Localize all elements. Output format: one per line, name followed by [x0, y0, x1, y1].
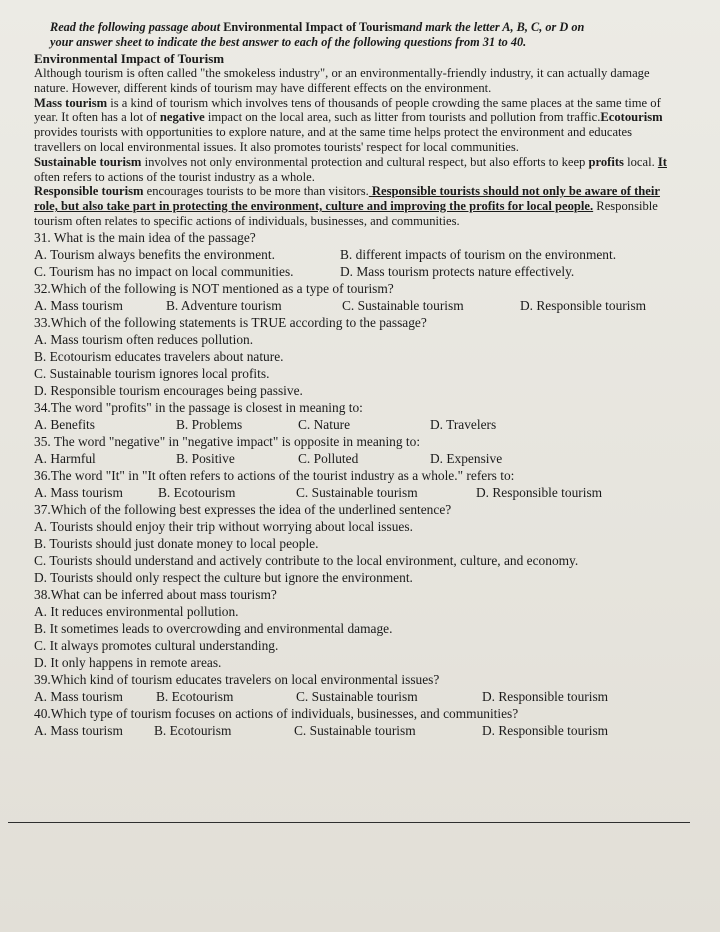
option-35c[interactable]: C. Polluted	[298, 450, 359, 466]
instructions-title: Environmental Impact of Tourism	[223, 20, 404, 34]
option-36b[interactable]: B. Ecotourism	[158, 484, 236, 500]
passage-text: local.	[623, 154, 658, 169]
option-36c[interactable]: C. Sustainable tourism	[296, 484, 418, 500]
options-31-cd	[34, 263, 689, 280]
passage-paragraph-2	[34, 96, 682, 155]
option-37c[interactable]: C. Tourists should understand and actively contribute to the local environment, culture, and economy.	[34, 552, 579, 568]
option-40d[interactable]: D. Responsible tourism	[482, 722, 609, 738]
option-31c[interactable]: C. Tourism has no impact on local communities.	[34, 263, 294, 279]
underlined-sentence: Responsible tourists should not only be aware of their role, but also take part in protecting the environment, culture and improving the profits for local people.	[34, 184, 660, 214]
options-40	[34, 722, 689, 739]
passage-paragraph-4	[34, 184, 684, 228]
term-ecotourism: Ecotourism	[600, 110, 663, 125]
option-33b[interactable]: B. Ecotourism educates travelers about nature.	[34, 348, 284, 364]
word-negative: negative	[159, 110, 205, 125]
option-36a[interactable]: A. Mass tourism	[34, 484, 123, 500]
option-36d[interactable]: D. Responsible tourism	[476, 484, 603, 500]
option-38b[interactable]: B. It sometimes leads to overcrowding and environmental damage.	[34, 620, 393, 636]
option-33c[interactable]: C. Sustainable tourism ignores local profits.	[34, 365, 270, 381]
option-38a[interactable]: A. It reduces environmental pollution.	[34, 603, 239, 619]
instructions	[50, 20, 689, 50]
options-32	[34, 297, 689, 314]
instructions-line1: Read the following passage about	[50, 20, 221, 34]
option-34b[interactable]: B. Problems	[176, 416, 243, 432]
passage-text: is a kind of tourism which involves tens of thousands of people crowding the same places at the same time of year. It often has a lot of	[34, 95, 661, 125]
option-31a[interactable]: A. Tourism always benefits the environment.	[34, 246, 275, 262]
option-33d[interactable]: D. Responsible tourism encourages being passive.	[34, 382, 303, 398]
term-mass-tourism: Mass tourism	[34, 95, 108, 110]
question-39: 39.Which kind of tourism educates travelers on local environmental issues?	[34, 671, 440, 687]
options-34	[34, 416, 689, 433]
option-31b[interactable]: B. different impacts of tourism on the environment.	[340, 246, 617, 262]
options-36	[34, 484, 689, 501]
question-38: 38.What can be inferred about mass tourism?	[34, 586, 277, 602]
question-37: 37.Which of the following best expresses the idea of the underlined sentence?	[34, 501, 452, 517]
instructions-line3: your answer sheet to indicate the best answer to each of the following questions from 31 to 40.	[50, 35, 527, 49]
option-40a[interactable]: A. Mass tourism	[34, 722, 123, 738]
question-31: 31. What is the main idea of the passage?	[34, 229, 256, 245]
instructions-line2: and mark the letter A, B, C, or D on	[403, 20, 585, 34]
passage-text: provides tourists with opportunities to explore nature, and at the same time helps protect the environment and educates travellers on local environmental issues. It also promotes tourists' respect for local communities.	[34, 125, 633, 154]
option-32b[interactable]: B. Adventure tourism	[166, 297, 282, 313]
option-38c[interactable]: C. It always promotes cultural understanding.	[34, 637, 279, 653]
option-37a[interactable]: A. Tourists should enjoy their trip without worrying about local issues.	[34, 518, 413, 534]
passage-title: Environmental Impact of Tourism	[34, 51, 225, 66]
options-39	[34, 688, 689, 705]
passage-text: impact on the local area, such as litter from tourists and pollution from traffic.	[204, 110, 601, 125]
reading-section	[34, 20, 689, 739]
passage-text: Responsible tourism often relates to specific actions of individuals, businesses, and communities.	[34, 199, 658, 228]
option-31d[interactable]: D. Mass tourism protects nature effectively.	[340, 263, 575, 279]
option-32d[interactable]: D. Responsible tourism	[520, 297, 647, 313]
term-sustainable-tourism: Sustainable tourism	[34, 154, 142, 169]
passage-text: often refers to actions of the tourist industry as a whole.	[34, 169, 315, 184]
option-40c[interactable]: C. Sustainable tourism	[294, 722, 416, 738]
option-39c[interactable]: C. Sustainable tourism	[296, 688, 418, 704]
option-32a[interactable]: A. Mass tourism	[34, 297, 123, 313]
option-40b[interactable]: B. Ecotourism	[154, 722, 232, 738]
option-32c[interactable]: C. Sustainable tourism	[342, 297, 464, 313]
option-39d[interactable]: D. Responsible tourism	[482, 688, 609, 704]
bottom-divider	[8, 822, 690, 823]
options-35	[34, 450, 689, 467]
option-34a[interactable]: A. Benefits	[34, 416, 95, 432]
option-37d[interactable]: D. Tourists should only respect the culture but ignore the environment.	[34, 569, 413, 585]
question-35: 35. The word "negative" in "negative impact" is opposite in meaning to:	[34, 433, 421, 449]
options-31	[34, 246, 689, 263]
option-39b[interactable]: B. Ecotourism	[156, 688, 234, 704]
passage-paragraph-1: Although tourism is often called "the smokeless industry", or an environmentally-friendly industry, it can actually damage nature. However, different kinds of tourism may have different effects on the environment.	[34, 66, 650, 95]
passage-text: involves not only environmental protection and cultural respect, but also efforts to keep	[141, 154, 589, 169]
option-35a[interactable]: A. Harmful	[34, 450, 96, 466]
option-39a[interactable]: A. Mass tourism	[34, 688, 123, 704]
question-34: 34.The word "profits" in the passage is closest in meaning to:	[34, 399, 363, 415]
passage-paragraph-3	[34, 155, 682, 185]
question-33: 33.Which of the following statements is TRUE according to the passage?	[34, 314, 427, 330]
option-35b[interactable]: B. Positive	[176, 450, 235, 466]
word-it: It	[657, 154, 667, 169]
option-33a[interactable]: A. Mass tourism often reduces pollution.	[34, 331, 254, 347]
option-34c[interactable]: C. Nature	[298, 416, 351, 432]
word-profits: profits	[588, 154, 624, 169]
term-responsible-tourism: Responsible tourism	[34, 184, 144, 199]
passage-text: encourages tourists to be more than visitors.	[143, 184, 369, 199]
option-38d[interactable]: D. It only happens in remote areas.	[34, 654, 222, 670]
option-35d[interactable]: D. Expensive	[430, 450, 503, 466]
question-36: 36.The word "It" in "It often refers to actions of the tourist industry as a whole." refers to:	[34, 467, 515, 483]
option-34d[interactable]: D. Travelers	[430, 416, 497, 432]
question-32: 32.Which of the following is NOT mentioned as a type of tourism?	[34, 280, 394, 296]
question-40: 40.Which type of tourism focuses on actions of individuals, businesses, and communities?	[34, 705, 519, 721]
option-37b[interactable]: B. Tourists should just donate money to local people.	[34, 535, 319, 551]
